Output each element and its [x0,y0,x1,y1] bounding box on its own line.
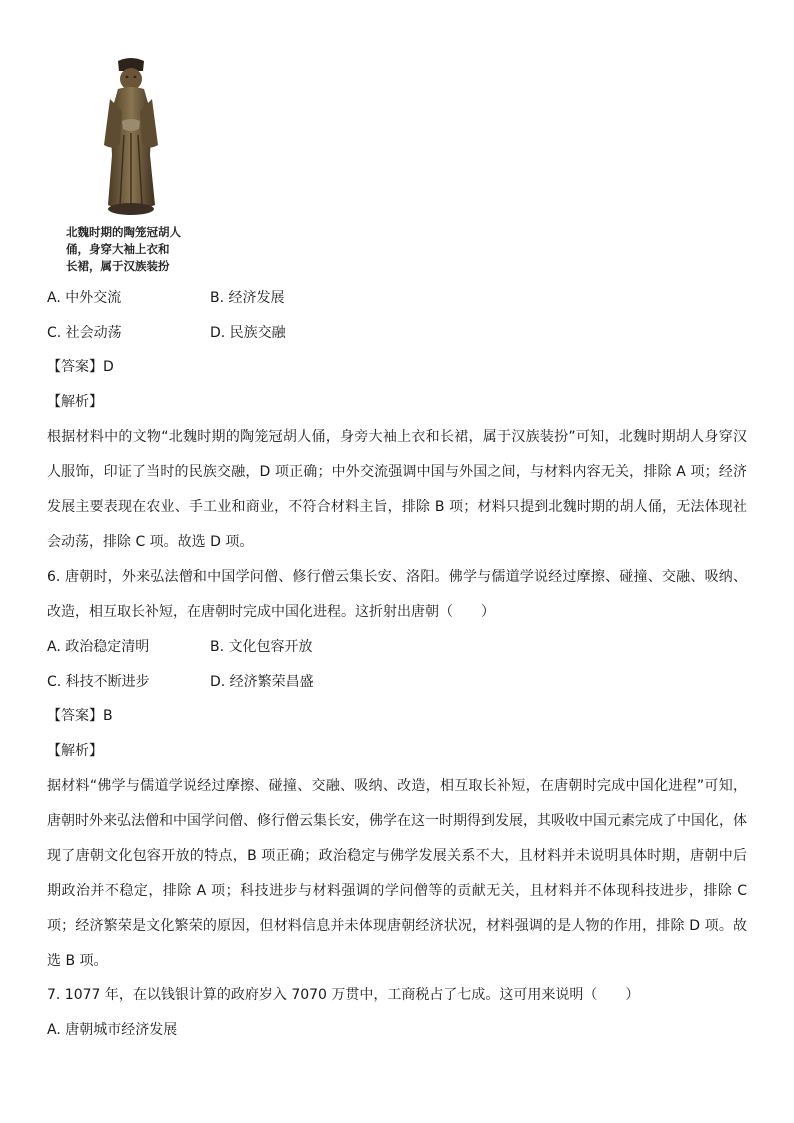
q5-option-a: A. 中外交流 [47,290,122,306]
figurine-image [100,55,162,217]
q6-option-a: A. 政治稳定清明 [47,639,150,655]
q6-option-d: D. 经济繁荣昌盛 [210,674,314,690]
caption-line: 俑，身穿大袖上衣和 [66,242,170,256]
q5-analysis-label: 【解析】 [47,394,103,410]
q6-option-b: B. 文化包容开放 [210,639,313,655]
q6-analysis-text: 据材料“佛学与儒道学说经过摩擦、碰撞、交融、吸纳、改造，相互取长补短，在唐朝时完成中国化进程”可知，唐朝时外来弘法僧和中国学问僧、修行僧云集长安，佛学在这一时期得到发展，其吸收中国元素完成了中国化，体现了唐朝文化包容开放的特点，B 项正确；政治稳定与佛学发展关系不大，且材料并未说明具体时期，唐朝中后期政治并不稳定，排除 A 项；科技进步与材料强调的学问僧等的贡献无关，且材料并不体现科技进步，排除 C 项；经济繁荣是文化繁荣的原因，但材料信息并未体现唐朝经济状况，材料强调的是人物的作用，排除 D 项。故选 B 项。 [47,778,747,969]
caption-line: 长裙，属于汉族装扮 [66,259,170,273]
caption-line: 北魏时期的陶笼冠胡人 [66,225,181,239]
q5-analysis-text: 根据材料中的文物“北魏时期的陶笼冠胡人俑，身旁大袖上衣和长裙，属于汉族装扮”可知，北魏时期胡人身穿汉人服饰，印证了当时的民族交融，D 项正确；中外交流强调中国与外国之间，与材料内容无关，排除 A 项；经济发展主要表现在农业、手工业和商业，不符合材料主旨，排除 B 项；材料只提到北魏时期的胡人俑，无法体现社会动荡，排除 C 项。故选 D 项。 [47,429,747,550]
q7-stem: 7. 1077 年，在以钱银计算的政府岁入 7070 万贯中，工商税占了七成。这可用来说明（ ） [47,987,640,1003]
q6-option-c: C. 科技不断进步 [47,674,150,690]
q7-option-a: A. 唐朝城市经济发展 [47,1022,178,1038]
q6-stem: 6. 唐朝时，外来弘法僧和中国学问僧、修行僧云集长安、洛阳。佛学与儒道学说经过摩擦、碰撞、交融、吸纳、改造，相互取长补短，在唐朝时完成中国化进程。这折射出唐朝（ ） [47,569,747,620]
q5-option-b: B. 经济发展 [210,290,285,306]
q5-option-d: D. 民族交融 [210,325,286,341]
q5-answer: 【答案】D [47,359,114,375]
q5-option-c: C. 社会动荡 [47,325,122,341]
figure-caption [66,224,196,275]
q6-answer: 【答案】B [47,708,113,724]
q6-analysis-label: 【解析】 [47,743,103,759]
